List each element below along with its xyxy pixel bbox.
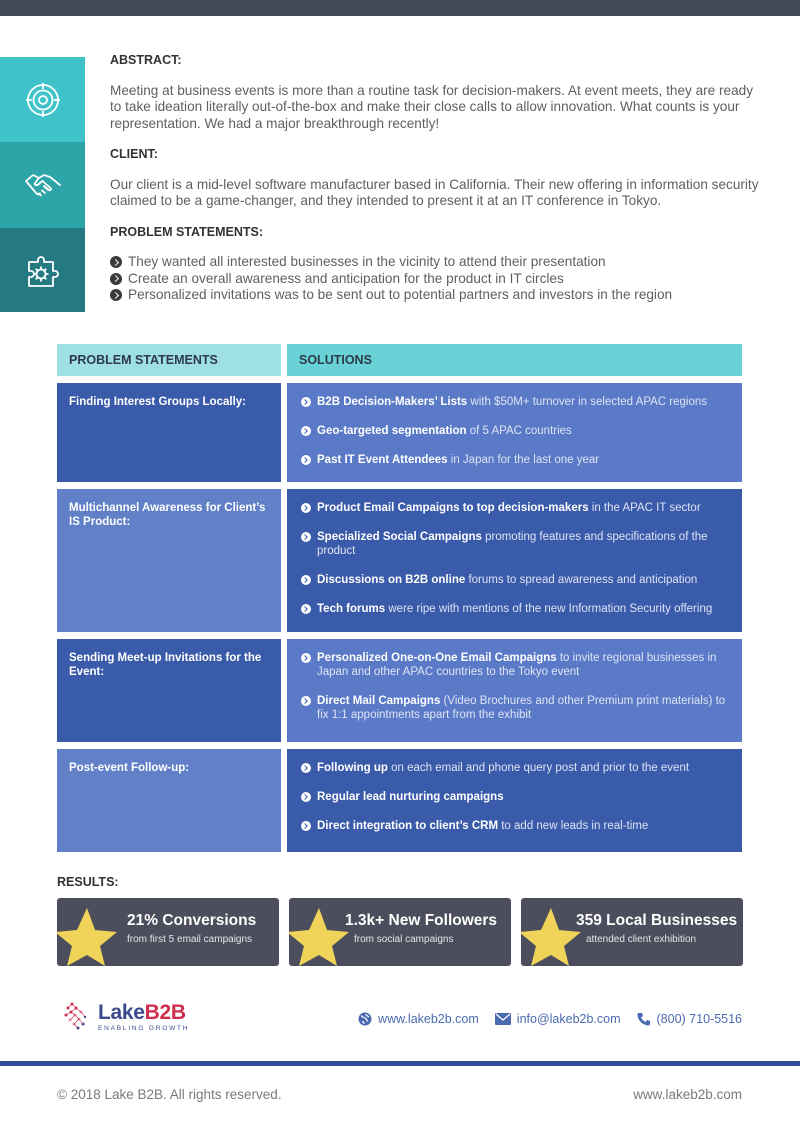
chevron-right-icon: [301, 821, 311, 831]
email-link[interactable]: info@lakeb2b.com: [495, 1012, 621, 1026]
intro-content: [110, 52, 760, 304]
solution-highlight: Direct Mail Campaigns: [317, 695, 441, 707]
chevron-right-icon: [301, 653, 311, 663]
website-link[interactable]: www.lakeb2b.com: [358, 1012, 479, 1026]
result-value: 21% Conversions: [127, 912, 257, 929]
solution-item: [301, 501, 730, 515]
side-tab-client: [0, 142, 85, 228]
solution-highlight: Past IT Event Attendees: [317, 454, 448, 466]
solution-detail: in Japan for the last one year: [447, 454, 600, 466]
solution-item: [301, 790, 730, 804]
brain-icon: [62, 998, 94, 1034]
solution-highlight: Product Email Campaigns to top decision-makers: [317, 502, 589, 514]
abstract-heading: ABSTRACT:: [110, 53, 182, 67]
result-card: [289, 898, 511, 966]
table-row: [57, 383, 742, 482]
chevron-right-icon: [301, 503, 311, 513]
solution-item: [301, 819, 730, 833]
solution-item: [301, 395, 730, 409]
column-header-problems: PROBLEM STATEMENTS: [57, 344, 281, 376]
chevron-right-icon: [301, 455, 311, 465]
chevron-right-icon: [110, 256, 122, 268]
solution-highlight: Direct integration to client’s CRM: [317, 820, 499, 832]
envelope-icon: [495, 1013, 511, 1025]
result-card: [57, 898, 279, 966]
solution-highlight: Specialized Social Campaigns: [317, 531, 482, 543]
chevron-right-icon: [110, 289, 122, 301]
chevron-right-icon: [301, 792, 311, 802]
star-icon: [57, 904, 117, 966]
phone-link[interactable]: (800) 710-5516: [637, 1012, 742, 1026]
solution-item: [301, 761, 730, 775]
solution-detail: in the APAC IT sector: [588, 502, 701, 514]
footer-website-link[interactable]: www.lakeb2b.com: [633, 1087, 742, 1102]
client-text: Our client is a mid-level software manufacturer based in California. Their new offering in information security claimed to be a game-changer, and they intended to present it at an IT conference in Tokyo.: [110, 176, 759, 208]
table-header: [57, 344, 742, 376]
chevron-right-icon: [301, 763, 311, 773]
solution-item: [301, 453, 730, 467]
result-card: [521, 898, 743, 966]
solution-highlight: Discussions on B2B online: [317, 574, 466, 586]
solution-item: [301, 602, 730, 616]
problem-solution-table: [57, 344, 742, 859]
problem-cell: Post-event Follow-up:: [57, 749, 281, 852]
solution-highlight: Tech forums: [317, 603, 386, 615]
result-value: 1.3k+ New Followers: [345, 912, 498, 929]
chevron-right-icon: [301, 426, 311, 436]
problem-cell: Finding Interest Groups Locally:: [57, 383, 281, 482]
top-bar: [0, 0, 800, 16]
chevron-right-icon: [301, 532, 311, 542]
chevron-right-icon: [301, 604, 311, 614]
solutions-cell: [287, 639, 742, 742]
solution-item: [301, 573, 730, 587]
list-item: Personalized invitations was to be sent out to potential partners and investors in the region: [110, 287, 760, 304]
solution-detail: with $50M+ turnover in selected APAC regions: [467, 396, 708, 408]
column-header-solutions: SOLUTIONS: [287, 344, 742, 376]
problem-statements-list: [110, 254, 760, 304]
result-value: 359 Local Businesses: [576, 912, 738, 929]
copyright-text: © 2018 Lake B2B. All rights reserved.: [57, 1087, 282, 1102]
gear-puzzle-icon: [23, 250, 63, 290]
table-row: [57, 639, 742, 742]
solution-item: [301, 530, 730, 558]
problem-cell: Multichannel Awareness for Client’s IS Product:: [57, 489, 281, 632]
chevron-right-icon: [301, 575, 311, 585]
chevron-right-icon: [301, 397, 311, 407]
solution-item: [301, 424, 730, 438]
problem-statements-heading: PROBLEM STATEMENTS:: [110, 224, 264, 239]
solution-highlight: Personalized One-on-One Email Campaigns: [317, 652, 557, 664]
result-caption: from social campaigns: [354, 934, 454, 945]
problem-cell: Sending Meet-up Invitations for the Event:: [57, 639, 281, 742]
solutions-cell: [287, 749, 742, 852]
abstract-text: Meeting at business events is more than a routine task for decision-makers. At event meets, they are ready to take ideation literally out-of-the-box and make their close calls to allow innovation. What counts is your representation. We had a major breakthrough recently!: [110, 82, 754, 131]
star-icon: [289, 904, 349, 966]
results-heading: RESULTS:: [57, 875, 119, 889]
chevron-right-icon: [301, 696, 311, 706]
solution-highlight: Geo-targeted segmentation: [317, 425, 467, 437]
result-caption: attended client exhibition: [586, 934, 697, 945]
solution-detail: were ripe with mentions of the new Information Security offering: [385, 603, 713, 615]
list-item: They wanted all interested businesses in the vicinity to attend their presentation: [110, 254, 760, 271]
solution-highlight: Following up: [317, 762, 388, 774]
solution-detail: (Video Brochures and other Premium print materials) to fix 1:1 appointments apart from the exhibit: [317, 695, 726, 721]
solution-detail: of 5 APAC countries: [466, 425, 572, 437]
lakeb2b-logo[interactable]: [62, 998, 189, 1034]
target-icon: [23, 80, 63, 120]
globe-icon: [358, 1012, 372, 1026]
star-icon: [521, 904, 581, 966]
solution-item: [301, 651, 730, 679]
table-body: [57, 383, 742, 852]
solution-highlight: Regular lead nurturing campaigns: [317, 791, 504, 803]
logo-wordmark: LakeB2B: [98, 1000, 186, 1024]
table-row: [57, 489, 742, 632]
side-tab-abstract: [0, 57, 85, 142]
client-heading: CLIENT:: [110, 147, 158, 161]
table-row: [57, 749, 742, 852]
handshake-icon: [23, 165, 63, 205]
solutions-cell: [287, 383, 742, 482]
footer-divider: [0, 1061, 800, 1066]
chevron-right-icon: [110, 273, 122, 285]
solutions-cell: [287, 489, 742, 632]
list-item: Create an overall awareness and anticipation for the product in IT circles: [110, 271, 760, 288]
solution-highlight: B2B Decision-Makers’ Lists: [317, 396, 468, 408]
solution-detail: on each email and phone query post and prior to the event: [387, 762, 690, 774]
side-tab-problems: [0, 228, 85, 312]
logo-tagline: ENABLING GROWTH: [98, 1024, 190, 1032]
solution-detail: to add new leads in real-time: [498, 820, 649, 832]
solution-item: [301, 694, 730, 722]
solution-detail: forums to spread awareness and anticipation: [465, 574, 698, 586]
solution-detail: to invite regional businesses in Japan and other APAC countries to the Tokyo event: [317, 652, 717, 678]
result-caption: from first 5 email campaigns: [127, 934, 253, 945]
phone-icon: [637, 1012, 651, 1026]
contact-bar: [358, 1012, 742, 1026]
solution-detail: promoting features and specifications of the product: [317, 531, 708, 557]
